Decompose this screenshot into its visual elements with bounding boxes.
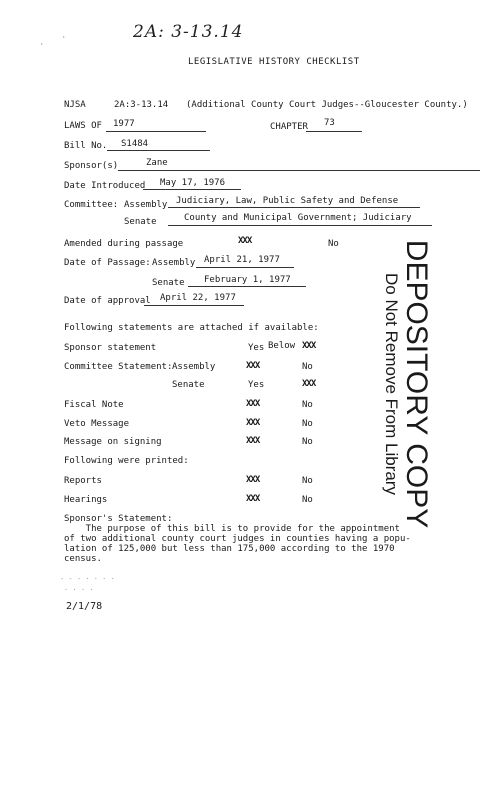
speck-mark: · [40, 41, 44, 48]
committee-assembly-underline [168, 207, 420, 208]
amended-label: Amended during passage [64, 239, 184, 249]
chapter-value: 73 [324, 118, 335, 128]
reports-no: No [302, 476, 313, 486]
sponsor-statement-text: The purpose of this bill is to provide for the appointment of two additional county court judges in counties having a popu- lation of 125,000 but less than 175,000 according to the 1970 census. [64, 524, 411, 564]
chapter-underline [306, 131, 362, 132]
njsa-value: 2A:3-13.14 [114, 100, 169, 110]
depository-stamp [378, 239, 434, 529]
passage-assembly-value: April 21, 1977 [204, 255, 280, 265]
message-signing-yes-struck: XXX [246, 436, 260, 446]
passage-label: Date of Passage: [64, 258, 151, 268]
sponsor-statement-below: Below [268, 341, 296, 351]
committee-statement-assembly-yes-struck: XXX [246, 361, 260, 371]
passage-senate-label: Senate [152, 278, 185, 288]
sponsor-statement-label: Sponsor statement [64, 343, 157, 353]
committee-label: Committee: [64, 200, 119, 210]
committee-senate-underline [168, 225, 432, 226]
passage-senate-value: February 1, 1977 [204, 275, 291, 285]
approval-label: Date of approval [64, 296, 151, 306]
stamp-line-do-not-remove: Do Not Remove From Library [382, 272, 401, 495]
bill-no-underline [107, 150, 210, 151]
date-introduced-value: May 17, 1976 [160, 178, 226, 188]
depository-stamp-text [381, 240, 431, 528]
smudge-mark: · · · · [64, 586, 94, 594]
passage-assembly-underline [196, 267, 294, 268]
sponsor-statement-no-struck: XXX [302, 341, 316, 351]
speck-mark: · [62, 34, 66, 41]
fiscal-note-label: Fiscal Note [64, 400, 124, 410]
committee-statement-assembly: Assembly [172, 362, 216, 372]
sponsor-statement-yes: Yes [248, 343, 265, 353]
sponsor-underline [118, 170, 480, 171]
njsa-description: (Additional County Court Judges--Gloucester County.) [186, 100, 468, 110]
laws-of-value: 1977 [113, 119, 135, 129]
bill-no-label: Bill No. [64, 141, 108, 151]
fiscal-note-yes-struck: XXX [246, 399, 260, 409]
committee-statement-senate-yes: Yes [248, 380, 265, 390]
message-signing-label: Message on signing [64, 437, 162, 447]
sponsor-label: Sponsor(s) [64, 161, 119, 171]
laws-of-label: LAWS OF [64, 121, 102, 131]
date-introduced-underline [143, 189, 241, 190]
reports-yes-struck: XXX [246, 475, 260, 485]
smudge-mark: - - - · · · · [60, 575, 115, 583]
date-introduced-label: Date Introduced [64, 181, 146, 191]
committee-senate-label: Senate [124, 217, 157, 227]
veto-message-no: No [302, 419, 313, 429]
amended-yes-struck: XXX [238, 236, 252, 246]
committee-assembly-label: Assembly [124, 200, 168, 210]
laws-of-underline [106, 131, 206, 132]
approval-underline [144, 305, 244, 306]
approval-value: April 22, 1977 [160, 293, 236, 303]
njsa-label: NJSA [64, 100, 86, 110]
reports-label: Reports [64, 476, 102, 486]
veto-message-yes-struck: XXX [246, 418, 260, 428]
attached-heading: Following statements are attached if available: [64, 323, 319, 333]
hearings-label: Hearings [64, 495, 108, 505]
page-title: LEGISLATIVE HISTORY CHECKLIST [188, 57, 360, 67]
committee-statement-senate: Senate [172, 380, 205, 390]
chapter-label: CHAPTER [270, 122, 308, 132]
committee-statement-senate-no-struck: XXX [302, 379, 316, 389]
sponsor-statement-heading: Sponsor's Statement: [64, 514, 173, 524]
committee-assembly-value: Judiciary, Law, Public Safety and Defense [176, 196, 399, 206]
passage-senate-underline [188, 286, 306, 287]
hearings-yes-struck: XXX [246, 494, 260, 504]
stamp-line-depository-copy: DEPOSITORY COPY [400, 239, 433, 529]
footer-date: 2/1/78 [66, 601, 103, 612]
bill-no-value: S1484 [121, 139, 149, 149]
veto-message-label: Veto Message [64, 419, 130, 429]
passage-assembly-label: Assembly [152, 258, 196, 268]
sponsor-value: Zane [146, 158, 168, 168]
committee-senate-value: County and Municipal Government; Judiciary [184, 213, 412, 223]
hearings-no: No [302, 495, 313, 505]
committee-statement-assembly-no: No [302, 362, 313, 372]
fiscal-note-no: No [302, 400, 313, 410]
committee-statement-label: Committee Statement: [64, 362, 173, 372]
message-signing-no: No [302, 437, 313, 447]
handwritten-reference: 2A: 3-13.14 [133, 22, 244, 42]
printed-heading: Following were printed: [64, 456, 189, 466]
amended-no: No [328, 239, 339, 249]
